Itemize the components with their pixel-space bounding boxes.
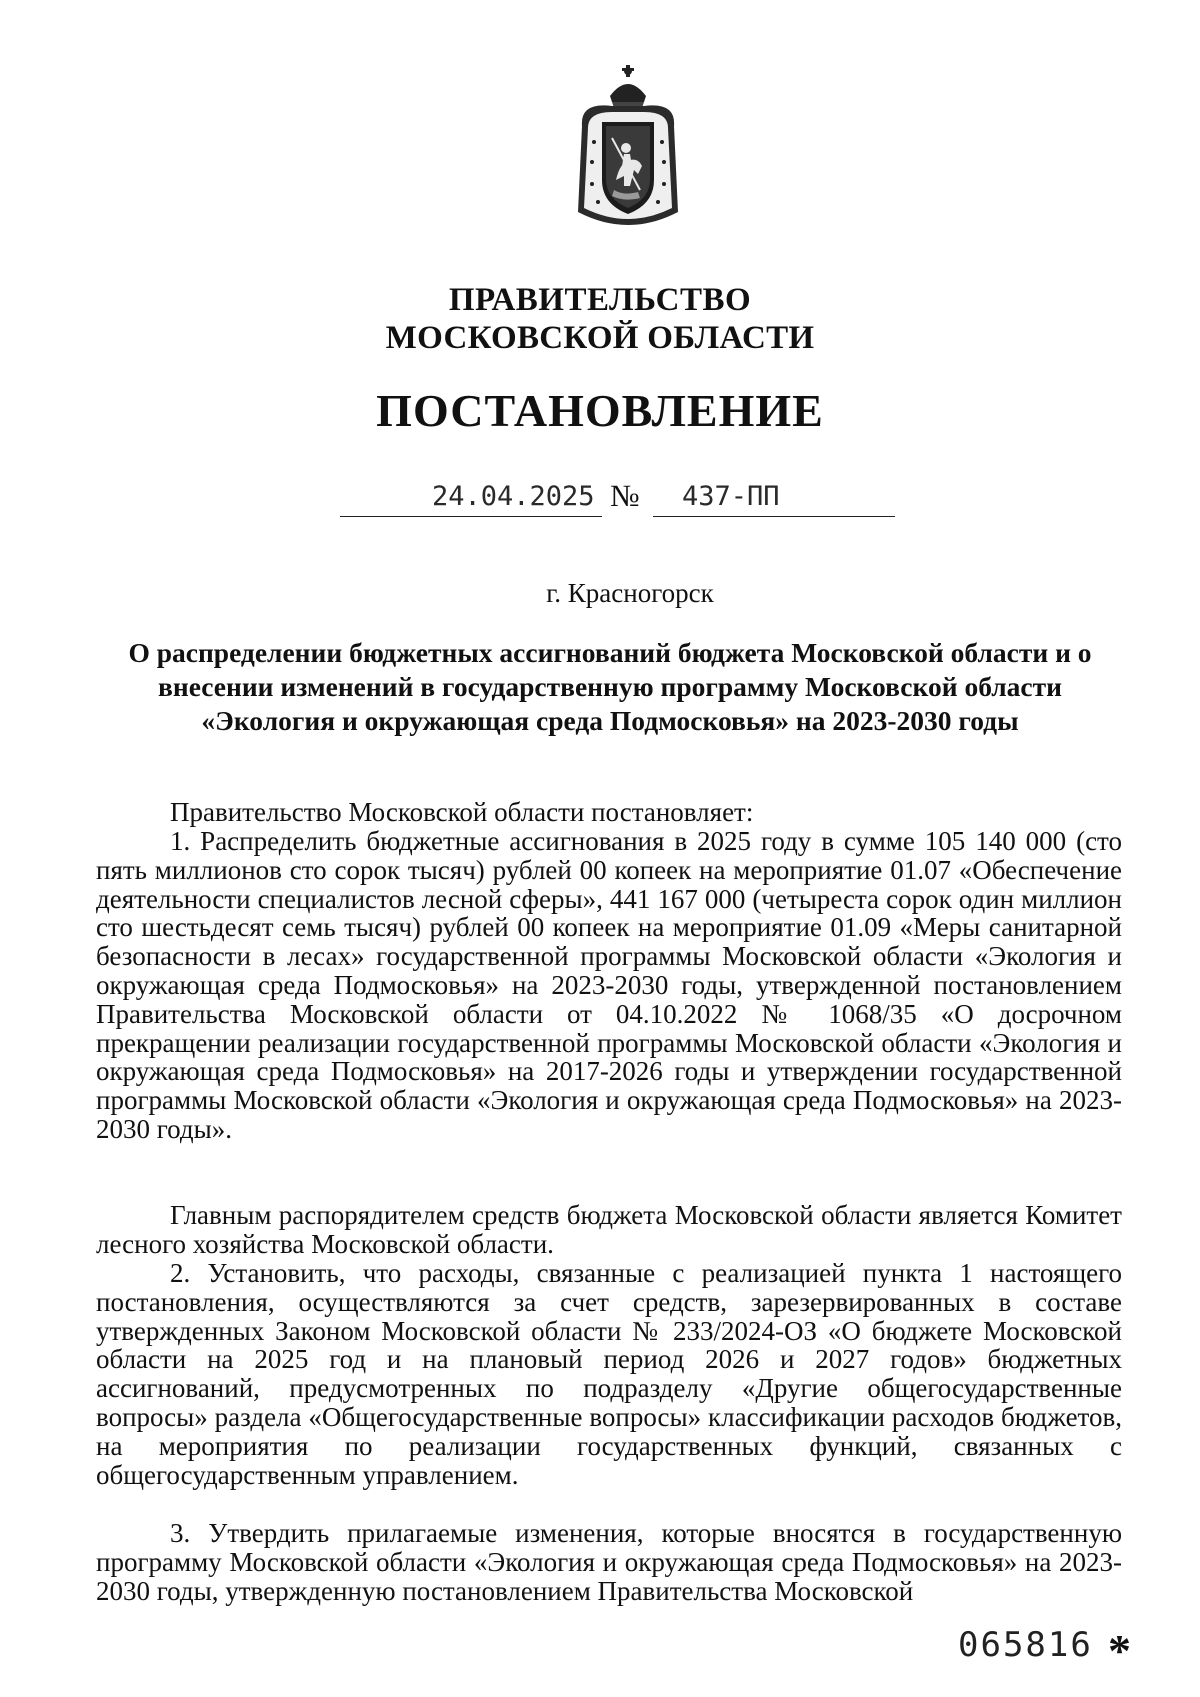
registration-line [340, 478, 895, 522]
organization-name-line2: МОСКОВСКОЙ ОБЛАСТИ [385, 320, 815, 356]
preamble-paragraph: Правительство Московской области постановляет: [170, 797, 754, 827]
clause-3-paragraph: 3. Утвердить прилагаемые изменения, которые вносятся в государственную программу Московской области «Экология и окружающая среда Подмосковья» на 2023-2030 годы, утвержденную постановлением Правительства Московской [96, 1518, 1122, 1606]
number-underline [653, 516, 895, 517]
city-of-issue: г. Красногорск [546, 578, 714, 608]
document-number: 437-ПП [682, 481, 780, 512]
date-underline [340, 516, 602, 517]
document-subject: О распределении бюджетных ассигнований бюджета Московской области и о внесении изменений в государственную программу Московской области «Экология и окружающая среда Подмосковья» на 2023-2030 годы [128, 637, 1092, 736]
document-date: 24.04.2025 [432, 481, 595, 512]
clause-1-paragraph: 1. Распределить бюджетные ассигнования в 2025 году в сумме 105 140 000 (сто пять миллионов сто сорок тысяч) рублей 00 копеек на мероприятие 01.07 «Обеспечение деятельности специалистов лесной сферы», 441 167 000 (четыреста сорок один миллион сто шестьдесят семь тысяч) рублей 00 копеек на мероприятие 01.09 «Меры санитарной безопасности в лесах» государственной программы Московской области «Экология и окружающая среда Подмосковья» на 2023-2030 годы, утвержденной постановлением Правительства Московской области от 04.10.2022 № 1068/35 «О досрочном прекращении реализации государственной программы Московской области «Экология и окружающая среда Подмосковья» на 2017-2026 годы и утверждении государственной программы Московской области «Экология и окружающая среда Подмосковья» на 2023-2030 годы». [96, 826, 1122, 1144]
number-sign: № [610, 478, 640, 513]
document-type-title: ПОСТАНОВЛЕНИЕ [376, 385, 824, 436]
coat-of-arms-icon [568, 62, 688, 237]
asterisk-mark: * [1108, 1625, 1131, 1676]
clause-2-paragraph: 2. Установить, что расходы, связанные с реализацией пункта 1 настоящего постановления, осуществляются за счет средств, зарезервированных в составе утвержденных Законом Московской области № 233/2024-ОЗ «О бюджете Московской области на 2025 год и на плановый период 2026 и 2027 годов» бюджетных ассигнований, предусмотренных по подразделу «Другие общегосударственные вопросы» раздела «Общегосударственные вопросы» классификации расходов бюджетов, на мероприятия по реализации государственных функций, связанных с общегосударственным управлением. [96, 1258, 1122, 1490]
clause-1-manager-paragraph: Главным распорядителем средств бюджета Московской области является Комитет лесного хозяйства Московской области. [96, 1200, 1122, 1259]
organization-name-line1: ПРАВИТЕЛЬСТВО [448, 282, 752, 318]
form-serial-number: 065816 [958, 1625, 1093, 1665]
